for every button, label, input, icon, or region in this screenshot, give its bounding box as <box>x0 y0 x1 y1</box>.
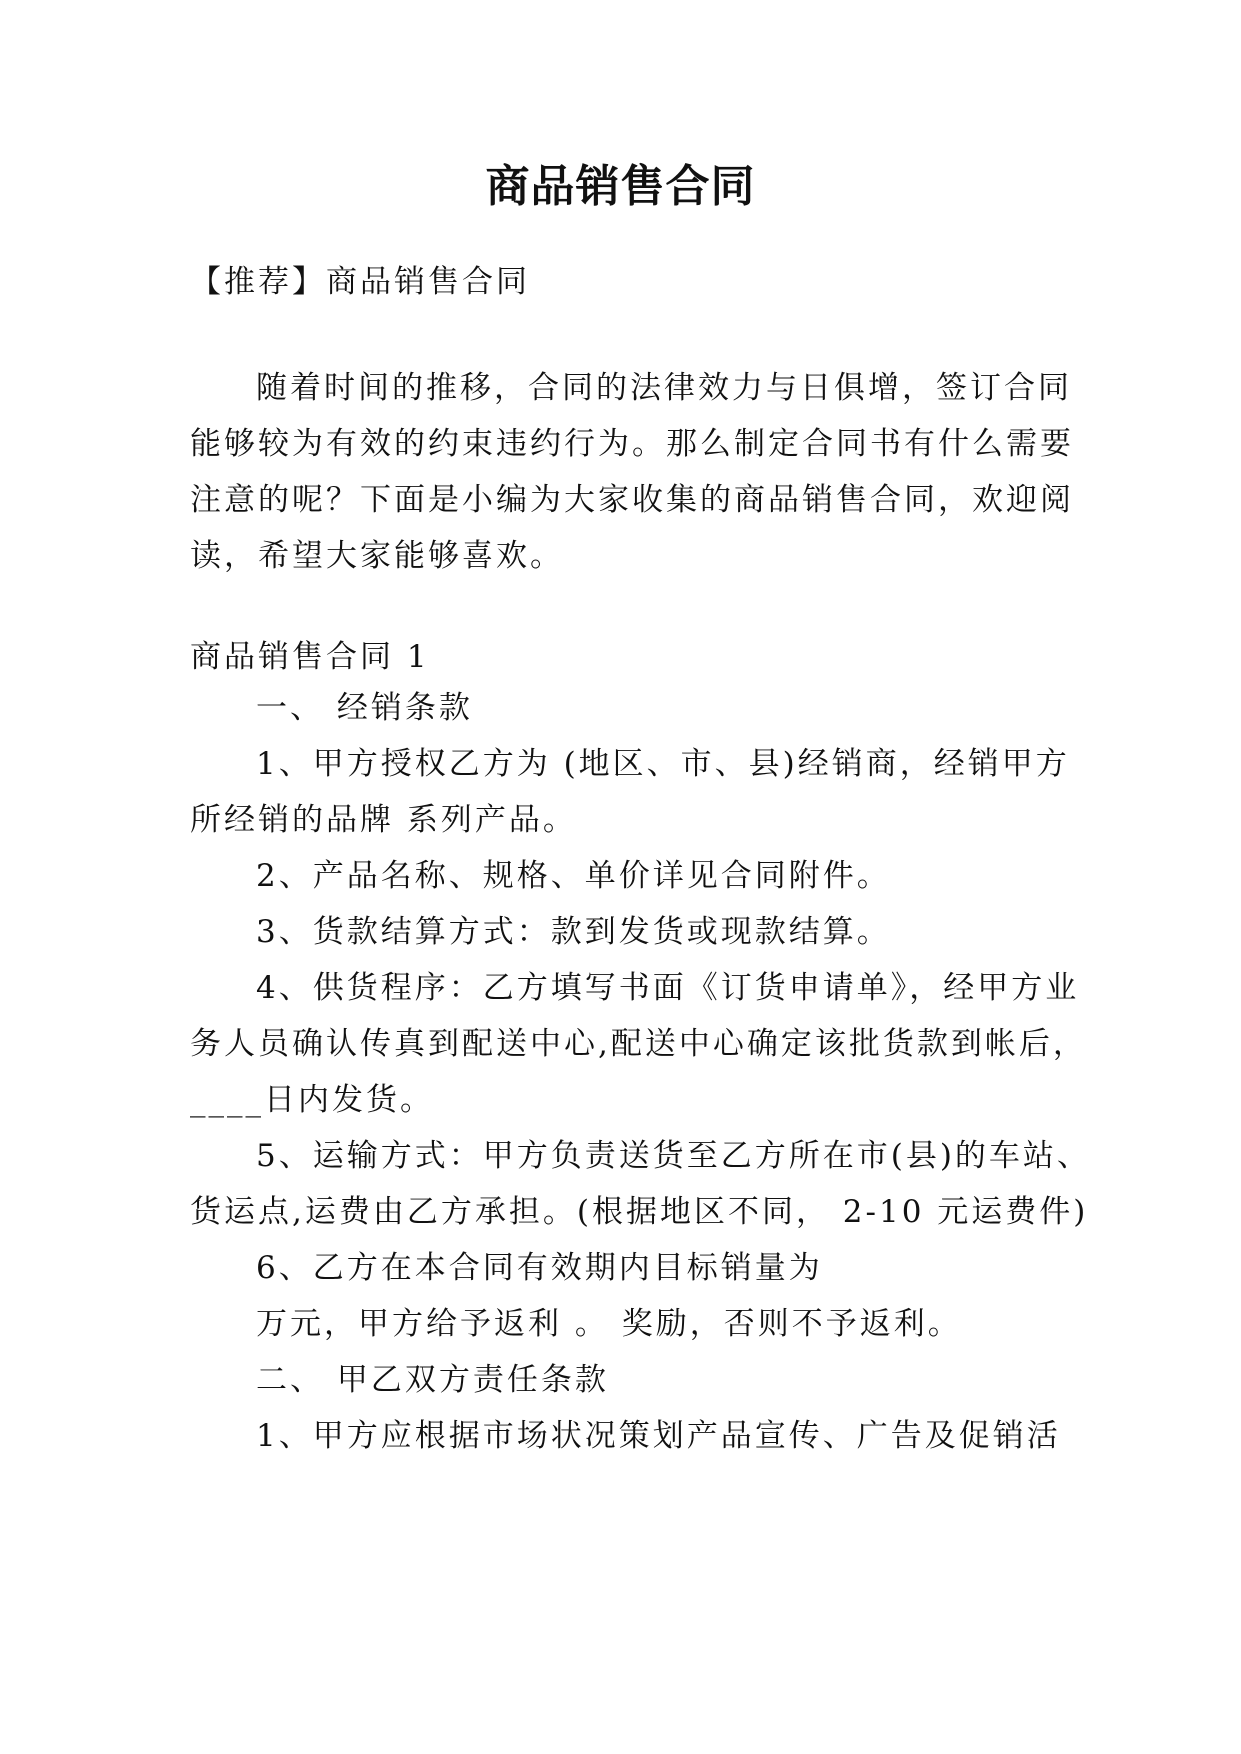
intro-line: 随着时间的推移，合同的法律效力与日俱增，签订合同 <box>256 370 1072 406</box>
clause-line: 5、运输方式：甲方负责送货至乙方所在市(县)的车站、 <box>256 1138 1091 1174</box>
clause-line: 3、货款结算方式：款到发货或现款结算。 <box>256 914 891 950</box>
intro-line: 能够较为有效的约束违约行为。那么制定合同书有什么需要 <box>190 426 1074 462</box>
clause-line: 1、甲方应根据市场状况策划产品宣传、广告及促销活 <box>256 1418 1061 1454</box>
clause-line: 万元，甲方给予返利 。 奖励，否则不予返利。 <box>256 1306 962 1342</box>
clause-line: 所经销的品牌 系列产品。 <box>190 802 577 838</box>
clause-line: 4、供货程序：乙方填写书面《订货申请单》，经甲方业 <box>256 970 1080 1006</box>
intro-line: 读，希望大家能够喜欢。 <box>190 538 564 574</box>
clause-heading: 二、 甲乙双方责任条款 <box>256 1362 609 1398</box>
clause-line: 1、甲方授权乙方为 (地区、市、县)经销商，经销甲方 <box>256 746 1070 782</box>
intro-line: 注意的呢？下面是小编为大家收集的商品销售合同，欢迎阅 <box>190 482 1074 518</box>
clause-line: 货运点,运费由乙方承担。(根据地区不同， 2-10 元运费件) <box>190 1194 1089 1230</box>
clause-heading: 一、 经销条款 <box>256 690 473 726</box>
page-title: 商品销售合同 <box>485 161 756 212</box>
clause-line: ____日内发货。 <box>190 1082 434 1118</box>
recommend-line: 【推荐】商品销售合同 <box>190 264 530 300</box>
clause-line: 2、产品名称、规格、单价详见合同附件。 <box>256 858 891 894</box>
section-title: 商品销售合同 1 <box>190 639 430 675</box>
clause-line: 6、乙方在本合同有效期内目标销量为 <box>256 1250 823 1286</box>
clause-line: 务人员确认传真到配送中心,配送中心确定该批货款到帐后， <box>190 1026 1087 1062</box>
